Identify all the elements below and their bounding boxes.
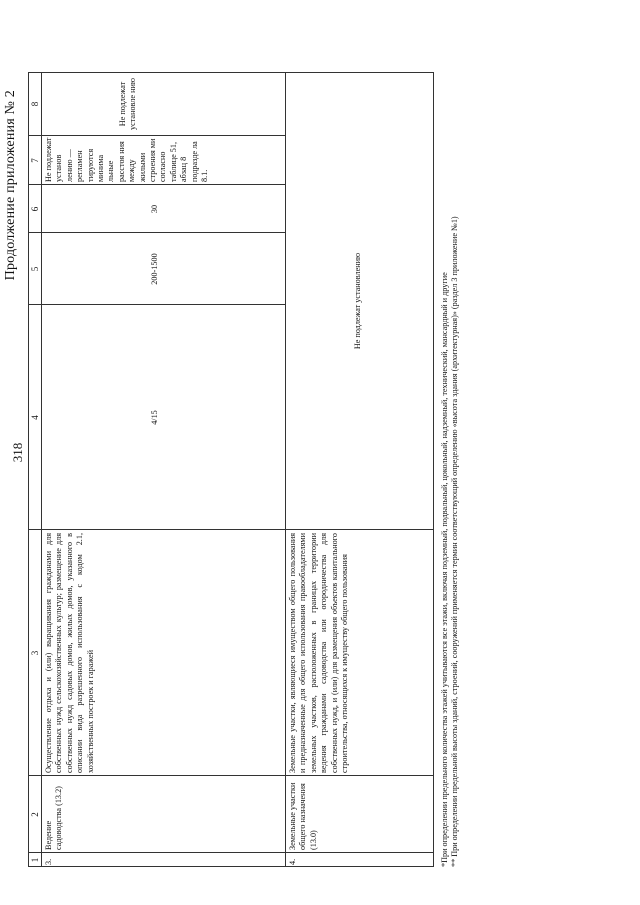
table-border-top: [28, 72, 29, 867]
row-description: Земельные участки, являющиеся имуществом общего пользования и предназначенные для общего использования правообладателями земельных участков, расположенных в границах территории ведения гражданами садоводства или огородничества для собственных нужд, и (или) для размещения объектов капитального строительства, относящихся к имуществу общего пользования: [288, 533, 350, 773]
appendix-title: Продолжение приложения № 2: [3, 90, 18, 281]
row-number: 3.: [44, 858, 53, 865]
col-line: [28, 852, 434, 853]
row-value-col5: 200-1500: [150, 253, 159, 285]
regulations-table: [28, 72, 434, 867]
table-border-right: [28, 72, 434, 73]
header-cell: 1: [30, 857, 40, 863]
row-value-col7: Не подлежат установ лению — регламен тируются минима льные расстоя ния между жилыми строения ми согласно таблице 51, абзац 8 подразде ла 8.1.: [44, 137, 210, 182]
row-value-col4: 4/15: [150, 410, 159, 425]
row-name: Земельные участки общего назначения (13.0): [288, 782, 318, 850]
header-cell: 6: [30, 206, 40, 212]
row-name: Ведение садоводства (13.2): [44, 786, 64, 850]
col-line: [28, 775, 434, 776]
header-cell: 8: [30, 101, 40, 107]
header-separator: [41, 72, 42, 867]
row-merged-value: Не подлежат установлению: [353, 252, 362, 350]
header-cell: 2: [30, 812, 40, 817]
header-cell: 3: [30, 650, 40, 656]
col-line: [28, 135, 286, 136]
footnote: ** При определении предельной высоты зданий, строений, сооружений применяется термин соответствующий определению «высота здания (архитектурная)» (раздел 3 приложение №1): [450, 216, 460, 867]
page-number: 318: [10, 442, 25, 463]
header-cell: 7: [30, 158, 40, 163]
row-value-col6: 30: [150, 204, 159, 214]
table-border-left: [28, 866, 434, 867]
col-line: [28, 529, 434, 530]
footnote: *При определении предельного количества этажей учитываются все этажи, включая подземный, подвальный, цокольный, надземный, технический, мансардный и другие: [440, 272, 449, 867]
header-cell: 4: [30, 415, 40, 420]
row-value-col8: Не подлежат установле нию: [118, 78, 138, 130]
row-description: Осуществление отдыха и (или) выращивания гражданами для собственных нужд сельскохозяйственных культур; размещение для собственных нужд садовых домов, жилых домов, указанного в описании вида разрешенного использования с кодом 2.1, хозяйственных построек и гаражей: [44, 533, 95, 773]
table-border-bottom: [433, 72, 434, 867]
row-number: 4.: [288, 858, 297, 865]
header-cell: 5: [30, 266, 40, 272]
footnotes: [440, 72, 461, 867]
row-separator: [285, 72, 286, 867]
